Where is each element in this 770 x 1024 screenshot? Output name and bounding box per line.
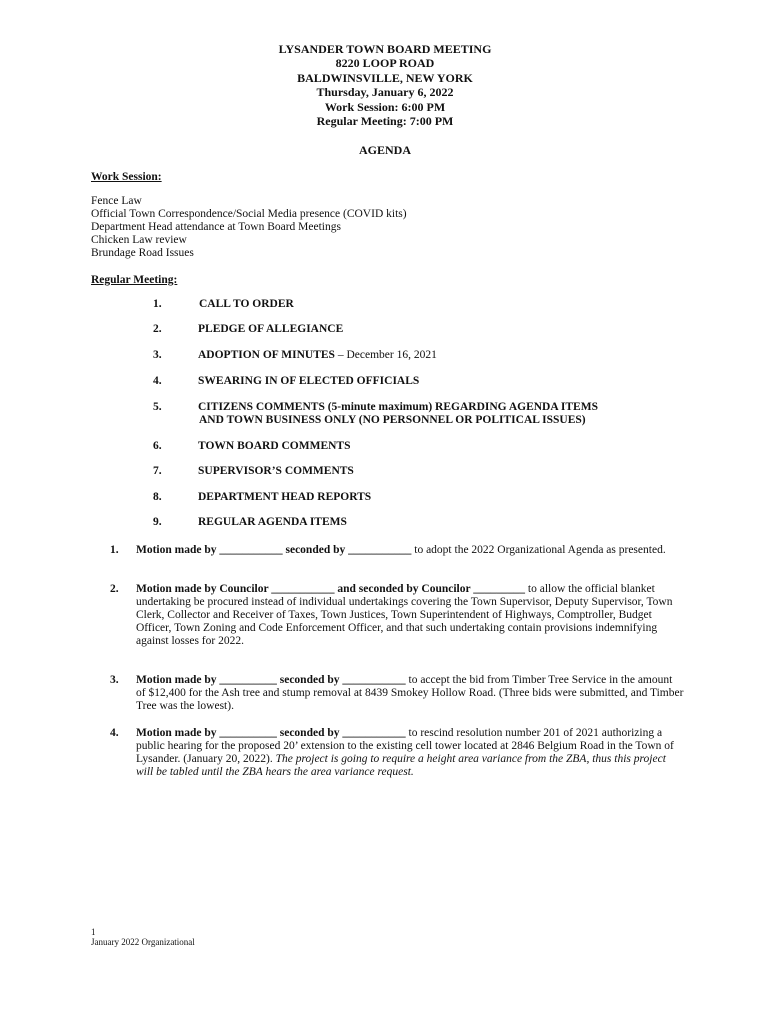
motion-text [136, 544, 684, 557]
agenda-item-text: SWEARING IN OF ELECTED OFFICIALS [198, 375, 420, 387]
header-title: LYSANDER TOWN BOARD MEETING [278, 42, 492, 56]
agenda-item-text: PLEDGE OF ALLEGIANCE [198, 323, 344, 335]
footer-label: January 2022 Organizational [91, 937, 195, 947]
work-session-heading: Work Session: [91, 171, 162, 183]
agenda-item-number: 3. [153, 349, 162, 361]
header-city: BALDWINSVILLE, NEW YORK [297, 70, 473, 85]
agenda-item-number: 1. [153, 298, 162, 310]
header-date: Thursday, January 6, 2022 [316, 85, 454, 100]
motion-note: The project is going to require a height area variance from the ZBA, thus this project will be tabled until the ZBA hears the area variance request. [136, 753, 666, 778]
motion-lead: Motion made by __________ seconded by ___________ [136, 727, 406, 739]
motion-body: to rescind resolution number 201 of 2021 authorizing a public hearing for the proposed 20’ extension to the existing cell tower located at 2846 Belgium Road in the Town of Lysander. (January 20, 2022). [136, 727, 674, 765]
motion-text [136, 727, 684, 779]
motion-lead: Motion made by __________ seconded by ___________ [136, 674, 406, 686]
motion-number: 1. [110, 544, 119, 556]
motion-text [136, 674, 684, 713]
motion-number: 3. [110, 674, 119, 686]
agenda-item-text-wrap [198, 349, 698, 362]
agenda-item-text: CITIZENS COMMENTS (5-minute maximum) REGARDING AGENDA ITEMS [198, 401, 598, 413]
agenda-item-text: REGULAR AGENDA ITEMS [198, 516, 347, 528]
agenda-item-text: SUPERVISOR’S COMMENTS [198, 465, 354, 477]
list-item: Official Town Correspondence/Social Media presence (COVID kits) [91, 208, 407, 220]
agenda-item-text-continued: AND TOWN BUSINESS ONLY (NO PERSONNEL OR POLITICAL ISSUES) [199, 414, 586, 426]
agenda-item-text: ADOPTION OF MINUTES [198, 349, 335, 361]
motion-lead: Motion made by Councilor ___________ and seconded by Councilor _________ [136, 583, 526, 595]
regular-meeting-heading: Regular Meeting: [91, 274, 178, 286]
header-address: 8220 LOOP ROAD [335, 56, 435, 71]
list-item: Department Head attendance at Town Board Meetings [91, 221, 341, 233]
motion-lead: Motion made by ___________ seconded by ___________ [136, 544, 412, 556]
agenda-item-number: 6. [153, 440, 162, 452]
agenda-item-number: 9. [153, 516, 162, 528]
agenda-item-number: 4. [153, 375, 162, 387]
agenda-item-text: TOWN BOARD COMMENTS [198, 440, 351, 452]
motion-body: to adopt the 2022 Organizational Agenda as presented. [411, 544, 666, 556]
agenda-item-date: – December 16, 2021 [334, 349, 437, 361]
motion-number: 4. [110, 727, 119, 739]
header-work-session-time: Work Session: 6:00 PM [324, 99, 446, 114]
agenda-item-text: DEPARTMENT HEAD REPORTS [198, 491, 372, 503]
agenda-item-number: 8. [153, 491, 162, 503]
agenda-item-text: CALL TO ORDER [199, 298, 294, 310]
work-session-list [91, 195, 407, 260]
agenda-item-number: 2. [153, 323, 162, 335]
list-item: Fence Law [91, 195, 142, 207]
motion-body: to accept the bid from Timber Tree Service in the amount of $12,400 for the Ash tree and stump removal at 8439 Smokey Hollow Road. (Three bids were submitted, and Timber Tree was the lowest). [136, 674, 684, 712]
page-footer [91, 927, 195, 947]
motion-body: to allow the official blanket undertaking be procured instead of individual undertakings covering the Town Supervisor, Deputy Supervisor, Town Clerk, Collector and Receiver of Taxes, Town Justices, Town Superintendent of Highways, Comptroller, Budget Officer, Town Zoning and Code Enforcement Officer, and that such undertaking contain provisions indemnifying against losses for 2022. [136, 583, 673, 647]
motion-number: 2. [110, 583, 119, 595]
agenda-item-number: 5. [153, 401, 162, 413]
header-regular-meeting-time: Regular Meeting: 7:00 PM [316, 114, 454, 129]
motion-text [136, 583, 684, 648]
list-item: Brundage Road Issues [91, 247, 194, 259]
list-item: Chicken Law review [91, 234, 187, 246]
page-number: 1 [91, 927, 96, 937]
agenda-title: AGENDA [358, 143, 411, 157]
document-header [0, 42, 770, 128]
agenda-item-number: 7. [153, 465, 162, 477]
